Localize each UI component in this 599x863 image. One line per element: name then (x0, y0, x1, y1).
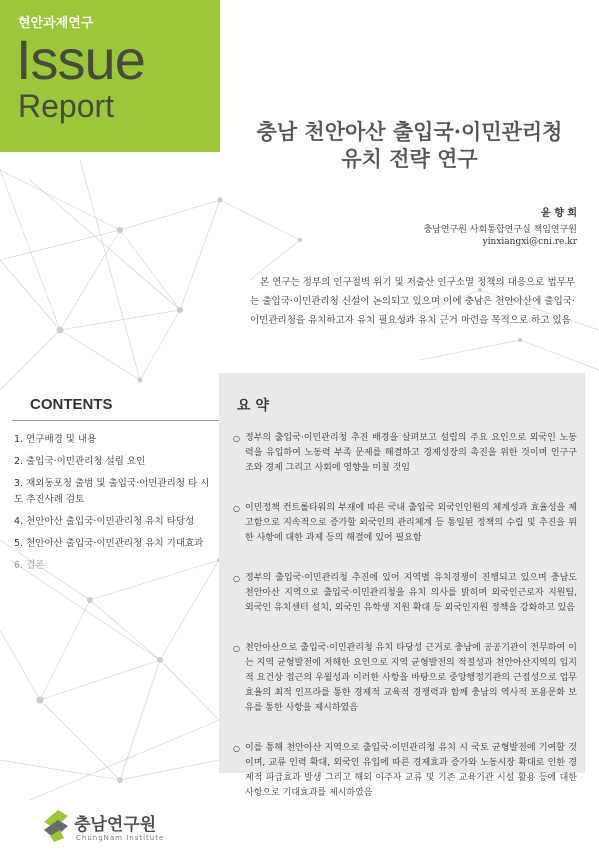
summary-item-text: 정부의 출입국·이민관리청 추진에 있어 지역별 유치경쟁이 진행되고 있으며 충남도 천안아산 지역으로 출입국·이민관리청을 유치 의사를 밝히며 외국인근로자 지원팀, 외국인 유치센터 설치, 외국인 유학생 지원 확대 등 외국인지원 정책을 강화하고 있음 (245, 573, 577, 613)
logo-name: 충남연구원 (74, 815, 157, 835)
contents-item: 3. 재외동포청 출범 및 출입국·이민관리청 타 시도 추진사례 검토 (14, 478, 210, 505)
logo-subtitle: ChungNam Institute (76, 834, 165, 842)
contents-item: 5. 천안아산 출입국·이민관리청 유치 기대효과 (14, 538, 204, 549)
contents-item: 4. 천안아산 출입국·이민관리청 유치 타당성 (14, 516, 195, 527)
circle-bullet-icon: ○ (233, 574, 240, 583)
summary-heading: 요 약 (237, 398, 269, 414)
page-title (220, 118, 599, 172)
circle-bullet-icon: ○ (233, 744, 240, 753)
contents-divider (12, 420, 219, 421)
contents-item: 2. 출입국·이민관리청 설립 요인 (14, 456, 146, 467)
author-name: 윤 향 희 (541, 208, 577, 219)
author-email: yinxiangxi@cni.re.kr (482, 237, 577, 247)
contents-item: 6. 결론 (14, 560, 45, 571)
circle-bullet-icon: ○ (233, 644, 240, 653)
summary-panel (219, 373, 585, 798)
author-block (423, 208, 577, 248)
logo-mark-icon (42, 808, 70, 844)
summary-item (233, 501, 577, 546)
summary-item (233, 741, 577, 801)
issue-report-header (0, 0, 220, 152)
circle-bullet-icon: ○ (233, 504, 240, 513)
author-affiliation: 충남연구원 사회통합연구실 책임연구원 (423, 225, 577, 235)
summary-item-text: 이를 통해 천안아산 지역으로 출입국·이민관리청 유치 시 국토 균형발전에 기여할 것이며, 교류 인력 확대, 외국인 유입에 따른 경제효과 증가와 노동시장 확대로 인한 경제적 파급효과 발생 그리고 해외 이주자 교류 및 기존 교육기관 시설 활용 등에 대한 사항으로 기대효과를 제시하였음 (245, 743, 577, 798)
issue-wordmark: Issue (16, 28, 145, 91)
contents-heading: CONTENTS (30, 396, 113, 413)
series-label: 현안과제연구 (18, 16, 94, 31)
summary-item-text: 정부의 출입국·이민관리청 추진 배경을 살펴보고 설립의 주요 요인으로 외국인 노동력을 유입하여 노동력 부족 문제를 해결하고 경제성장의 촉진을 위한 것이며 인구구조와 경제 그리고 사회에 영향을 미칠 것임 (245, 433, 577, 473)
summary-item-text: 이민정책 컨트롤타워의 부재에 따른 국내 출입국 외국인인원의 체계성과 효율성을 제고함으로 지속적으로 증가할 외국인의 관리체계 등 통일된 정책의 수립 및 추진을 위한 사항에 대한 과제 등의 해결에 있어 필요함 (245, 503, 577, 543)
contents-list (14, 432, 214, 580)
summary-list (233, 431, 577, 826)
title-line-1: 충남 천안아산 출입국·이민관리청 (256, 119, 563, 144)
contents-item: 1. 연구배경 및 내용 (14, 434, 97, 445)
circle-bullet-icon: ○ (233, 434, 240, 443)
abstract: 본 연구는 정부의 인구절벽 위기 및 저출산 인구소멸 정책의 대응으로 법무부는 출입국·이민관리청 신설이 논의되고 있으며 이에 충남은 천안아산에 출입국·이민관리청을 유치하고자 유치 필요성과 유치 근거 마련을 목적으로 하고 있음 (250, 277, 575, 326)
summary-item-text: 천안아산으로 출입국·이민관리청 유치 타당성 근거로 충남에 공공기관이 전무하여 이는 지역 균형발전에 저해한 요인으로 지역 균형발전의 적절성과 천안아산지역의 입지적 요건상 접근의 우월성과 이러한 사항을 바탕으로 중앙행정기관의 근접성으로 업무 효율의 최적 인프라를 통한 경제적 교육적 경쟁력과 함께 충남의 역사적 포용문화 보유를 통한 사항을 제시하였음 (245, 643, 577, 713)
summary-item (233, 571, 577, 616)
report-wordmark: Report (18, 88, 115, 124)
summary-item (233, 641, 577, 716)
summary-item (233, 431, 577, 476)
title-line-2: 유치 전략 연구 (341, 146, 478, 171)
